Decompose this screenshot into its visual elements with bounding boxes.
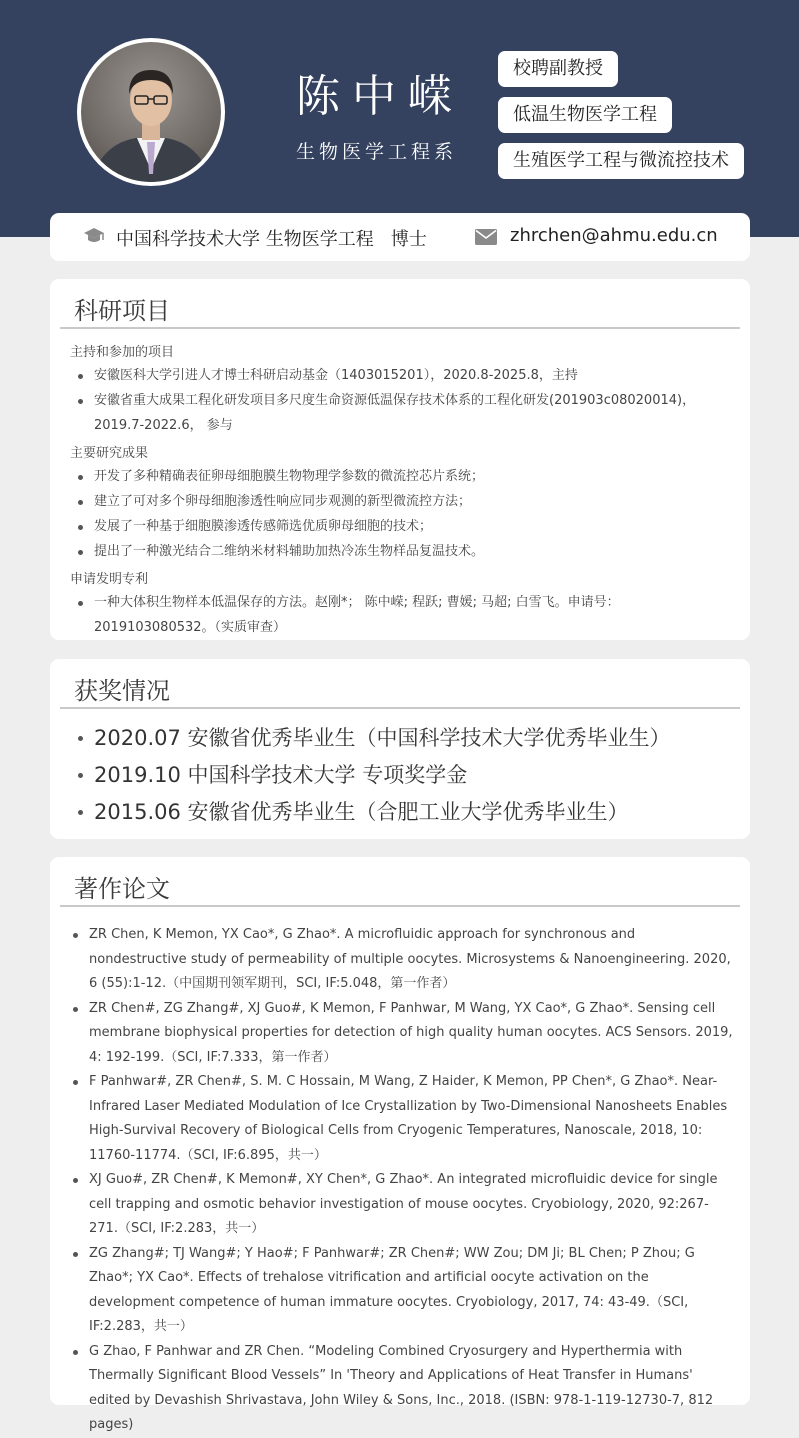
publications-card <box>50 857 750 1432</box>
list-item: ZG Zhang#; TJ Wang#; Y Hao#; F Panhwar#; ZR Chen#; WW Zou; DM Ji; BL Chen; P Zhou; G Zhao*; YX Cao*. Effects of trehalose vitrification and artificial oocyte activation on the development competence of human immature oocytes. Cryobiology, 2017, 74: 43-49.（SCI, IF:2.283，共一） <box>65 1242 735 1340</box>
person-name: 陈中嵘 <box>296 71 464 122</box>
project-list <box>70 363 710 438</box>
section-title: 著作论文 <box>74 875 170 903</box>
list-item: 2015.06 安徽省优秀毕业生（合肥工业大学优秀毕业生） <box>70 794 740 831</box>
patent-list <box>70 590 640 640</box>
list-item: ZR Chen#, ZG Zhang#, XJ Guo#, K Memon, F Panhwar, M Wang, YX Cao*, G Zhao*. Sensing cell membrane biophysical properties for detection of high quality human oocytes. ACS Sensors. 2019, 4: 192-199.（SCI, IF:7.333，第一作者） <box>65 997 735 1071</box>
email-link[interactable]: zhrchen@ahmu.edu.cn <box>510 225 718 246</box>
list-item: 建立了可对多个卵母细胞渗透性响应同步观测的新型微流控方法； <box>70 489 710 514</box>
list-item: 2020.07 安徽省优秀毕业生（中国科学技术大学优秀毕业生） <box>70 720 740 757</box>
subsection-heading: 主要研究成果 <box>70 446 149 461</box>
research-field-tag: 生殖医学工程与微流控技术 <box>498 143 744 179</box>
list-item: ZR Chen, K Memon, YX Cao*, G Zhao*. A microfluidic approach for synchronous and nondestructive study of permeability of multiple oocytes. Microsystems & Nanoengineering. 2020, 6 (55):1-12.（中国期刊领军期刊，SCI, IF:5.048，第一作者） <box>65 923 735 997</box>
list-item: 安徽省重大成果工程化研发项目多尺度生命资源低温保存技术体系的工程化研发(201903c08020014)，2019.7-2022.6， 参与 <box>70 388 710 438</box>
achievement-list <box>70 464 710 564</box>
subsection-heading: 申请发明专利 <box>70 572 149 587</box>
list-item: XJ Guo#, ZR Chen#, K Memon#, XY Chen*, G Zhao*. An integrated microfluidic device for single cell trapping and osmotic behavior investigation of mouse oocytes. Cryobiology, 2020, 92:267-271.（SCI, IF:2.283，共一） <box>65 1168 735 1242</box>
list-item: 提出了一种激光结合二维纳米材料辅助加热冷冻生物样品复温技术。 <box>70 539 710 564</box>
list-item: G Zhao, F Panhwar and ZR Chen. “Modeling Combined Cryosurgery and Hyperthermia with Thermally Significant Blood Vessels” In 'Theory and Applications of Heat Transfer in Humans' edited by Devashish Shrivastava, John Wiley & Sons, Inc., 2018. (ISBN: 978-1-119-12730-7, 812 pages) <box>65 1340 735 1438</box>
profile-photo <box>77 38 225 186</box>
list-item: 2019.10 中国科学技术大学 专项奖学金 <box>70 757 740 794</box>
section-divider <box>60 905 740 907</box>
awards-card <box>50 659 750 839</box>
research-field-tag: 低温生物医学工程 <box>498 97 672 133</box>
research-card <box>50 279 750 640</box>
list-item: 发展了一种基于细胞膜渗透传感筛选优质卵母细胞的技术； <box>70 514 710 539</box>
awards-list <box>70 720 740 831</box>
avatar <box>81 42 221 182</box>
department: 生物医学工程系 <box>296 141 458 163</box>
list-item: 一种大体积生物样本低温保存的方法。赵刚*； 陈中嵘; 程跃; 曹媛; 马超; 白雪飞。申请号：2019103080532。（实质审查） <box>70 590 640 640</box>
list-item: 安徽医科大学引进人才博士科研启动基金（1403015201），2020.8-2025.8，主持 <box>70 363 710 388</box>
section-divider <box>60 707 740 709</box>
section-divider <box>60 327 740 329</box>
subsection-heading: 主持和参加的项目 <box>70 345 175 360</box>
section-title: 获奖情况 <box>74 677 170 705</box>
list-item: 开发了多种精确表征卵母细胞膜生物物理学参数的微流控芯片系统； <box>70 464 710 489</box>
education: 中国科学技术大学 生物医学工程 博士 <box>116 229 427 250</box>
section-title: 科研项目 <box>74 297 170 325</box>
person-photo-illustration <box>81 42 221 182</box>
title-tag: 校聘副教授 <box>498 51 618 87</box>
mail-icon <box>475 229 497 249</box>
publication-list <box>65 923 735 1438</box>
contact-bar <box>50 213 750 261</box>
graduation-cap-icon <box>83 227 105 249</box>
list-item: F Panhwar#, ZR Chen#, S. M. C Hossain, M Wang, Z Haider, K Memon, PP Chen*, G Zhao*. Near-Infrared Laser Mediated Modulation of Ice Crystallization by Two-Dimensional Nanosheets Enables High-Survival Recovery of Biological Cells from Cryogenic Temperatures, Nanoscale, 2018, 10: 11760-11774.（SCI, IF:6.895，共一） <box>65 1070 735 1168</box>
